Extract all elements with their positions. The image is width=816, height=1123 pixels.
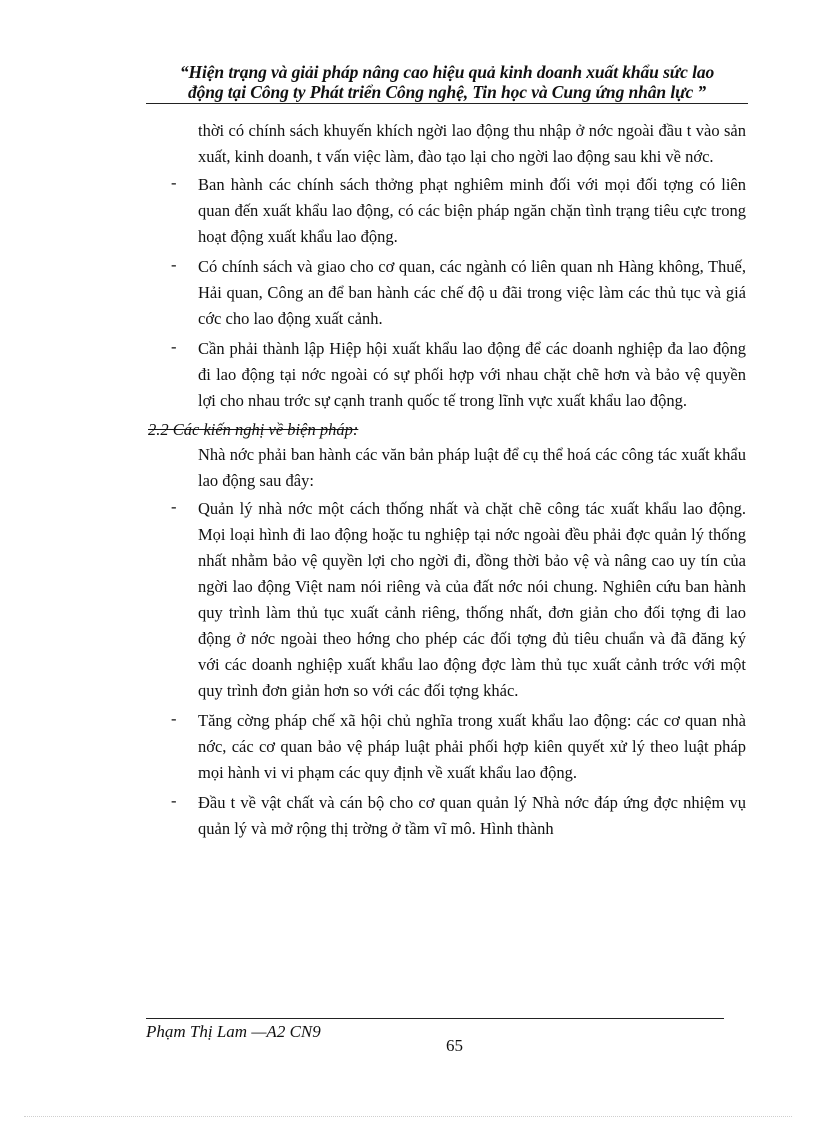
- list-item: [171, 790, 746, 842]
- bullet-dash: -: [171, 497, 177, 516]
- footer-author: Phạm Thị Lam —A2 CN9: [146, 1022, 321, 1041]
- page-bottom-divider: [24, 1116, 792, 1117]
- header-line-2: động tại Công ty Phát triển Công nghệ, Tin học và Cung ứng nhân lực ”: [187, 82, 707, 102]
- bullet-dash: -: [171, 173, 177, 192]
- intro-continuation: thời có chính sách khuyến khích ngời lao động thu nhập ở nớc ngoài đầu t vào sản xuất, kinh doanh, t vấn việc làm, đào tạo lại cho ngời lao động sau khi về nớc.: [198, 121, 746, 166]
- bullet-dash: -: [171, 337, 177, 356]
- bullet-dash: -: [171, 791, 177, 810]
- list-item: [171, 254, 746, 332]
- bullet-dash: -: [171, 709, 177, 728]
- page-body: [146, 118, 746, 846]
- list-item-text: Có chính sách và giao cho cơ quan, các ngành có liên quan nh Hàng không, Thuế, Hải quan, Công an để ban hành các chế độ u đãi trong việc làm các thủ tục và giá cớc cho lao động xuất cảnh.: [198, 257, 746, 328]
- list-item-text: Ban hành các chính sách thởng phạt nghiêm minh đối với mọi đối tợng có liên quan đến xuất khẩu lao động, có các biện pháp ngăn chặn tình trạng tiêu cực trong hoạt động xuất khẩu lao động.: [198, 175, 746, 246]
- section-heading: [148, 418, 746, 442]
- header-line-1: “Hiện trạng và giải pháp nâng cao hiệu quả kinh doanh xuất khẩu sức lao: [179, 62, 715, 82]
- header-underline: [146, 103, 748, 104]
- list-item-text: Đầu t về vật chất và cán bộ cho cơ quan quản lý Nhà nớc đáp ứng đợc nhiệm vụ quản lý và mở rộng thị trờng ở tầm vĩ mô. Hình thành: [198, 793, 746, 838]
- list-item-text: Cần phải thành lập Hiệp hội xuất khẩu lao động để các doanh nghiệp đa lao động đi lao động tại nớc ngoài có sự phối hợp với nhau chặt chẽ hơn và bảo vệ quyền lợi cho nhau trớc sự cạnh tranh quốc tế trong lĩnh vực xuất khẩu lao động.: [198, 339, 746, 410]
- list-item-text: Tăng cờng pháp chế xã hội chủ nghĩa trong xuất khẩu lao động: các cơ quan nhà nớc, các cơ quan bảo vệ pháp luật phải phối hợp kiên quyết xử lý theo luật pháp mọi hành vi vi phạm các quy định về xuất khẩu lao động.: [198, 711, 746, 782]
- page-number: 65: [446, 1036, 463, 1055]
- section-heading-text: 2.2 Các kiến nghị về biện pháp:: [148, 420, 359, 439]
- list-item-text: Quản lý nhà nớc một cách thống nhất và chặt chẽ công tác xuất khẩu lao động. Mọi loại hình đi lao động hoặc tu nghiệp tại nớc ngoài đều phải đợc quản lý thống nhất nhằm bảo vệ quyền lợi cho ngời đi, đồng thời bảo vệ và nâng cao uy tín của ngời lao động Việt nam nói riêng và của đất nớc nói chung. Nghiên cứu ban hành quy trình làm thủ tục xuất cảnh riêng, thống nhất, đơn giản cho đối tợng đi lao động ở nớc ngoài theo hớng cho phép các đối tợng đủ tiêu chuẩn và đã đăng ký với các doanh nghiệp xuất khẩu lao động đợc làm thủ tục xuất cảnh trớc với một quy trình đơn giản hơn so với các đối tợng khác.: [198, 499, 746, 700]
- list-item: [171, 172, 746, 250]
- list-item: [171, 708, 746, 786]
- section-intro: Nhà nớc phải ban hành các văn bản pháp luật để cụ thể hoá các công tác xuất khẩu lao động sau đây:: [198, 445, 746, 490]
- running-header: [146, 62, 748, 102]
- list-item: [171, 336, 746, 414]
- bullet-dash: -: [171, 255, 177, 274]
- footer-rule: [146, 1018, 724, 1019]
- list-item: [171, 496, 746, 704]
